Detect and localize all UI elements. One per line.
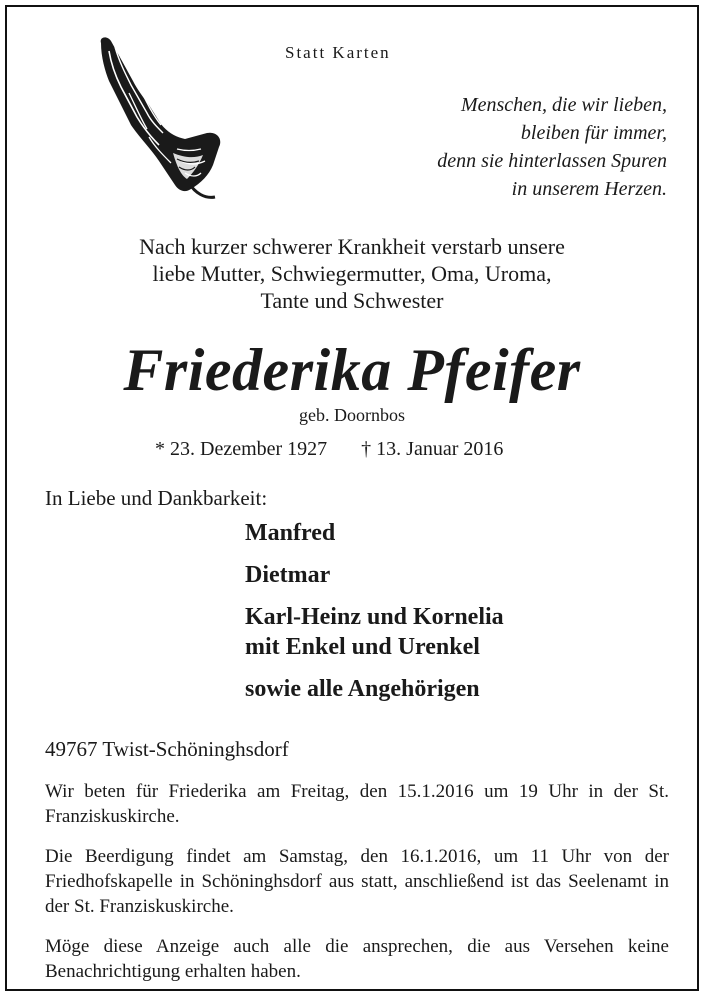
- quote-line: bleiben für immer,: [520, 122, 667, 144]
- intro-line: Tante und Schwester: [260, 288, 444, 313]
- quote-line: Menschen, die wir lieben,: [460, 94, 667, 116]
- mourners-list: [245, 518, 504, 704]
- quote-line: in unserem Herzen.: [511, 178, 667, 200]
- mourner-name: sowie alle Angehörigen: [245, 676, 480, 702]
- mourner-name: mit Enkel und Urenkel: [245, 634, 480, 660]
- intro-line: Nach kurzer schwerer Krankheit verstarb unsere: [139, 234, 565, 259]
- birth-name: geb. Doornbos: [299, 405, 405, 425]
- funeral-notice: Die Beerdigung findet am Samstag, den 16.1.2016, um 11 Uhr von der Friedhofskapelle in Schöninghsdorf aus statt, anschließend ist das Seelenamt in der St. Franziskuskirche.: [45, 846, 669, 917]
- birth-date: * 23. Dezember 1927: [155, 438, 328, 460]
- prayer-notice: Wir beten für Friederika am Freitag, den 15.1.2016 um 19 Uhr in der St. Franziskuskirche.: [45, 781, 669, 827]
- family-address: 49767 Twist-Schöninghsdorf: [45, 737, 289, 761]
- praying-hands-icon: [89, 33, 229, 203]
- quote-line: denn sie hinterlassen Spuren: [437, 150, 667, 172]
- announcement-intro: [7, 233, 697, 314]
- life-dates: [155, 438, 503, 461]
- memorial-quote: [437, 91, 667, 203]
- obituary-card: [5, 5, 699, 991]
- deceased-name: Friederika Pfeifer: [123, 337, 581, 403]
- death-date: † 13. Januar 2016: [361, 438, 504, 460]
- mourner-name: Dietmar: [245, 562, 331, 588]
- intro-line: liebe Mutter, Schwiegermutter, Oma, Uroma,: [152, 261, 552, 286]
- mourner-name: Manfred: [245, 520, 336, 546]
- mourner-name: Karl-Heinz und Kornelia: [245, 604, 504, 630]
- closing-notice: Möge diese Anzeige auch alle die ansprechen, die aus Versehen keine Benachrichtigung erhalten haben.: [45, 936, 669, 982]
- mourners-intro: In Liebe und Dankbarkeit:: [45, 486, 268, 510]
- statt-karten-label: Statt Karten: [285, 43, 391, 62]
